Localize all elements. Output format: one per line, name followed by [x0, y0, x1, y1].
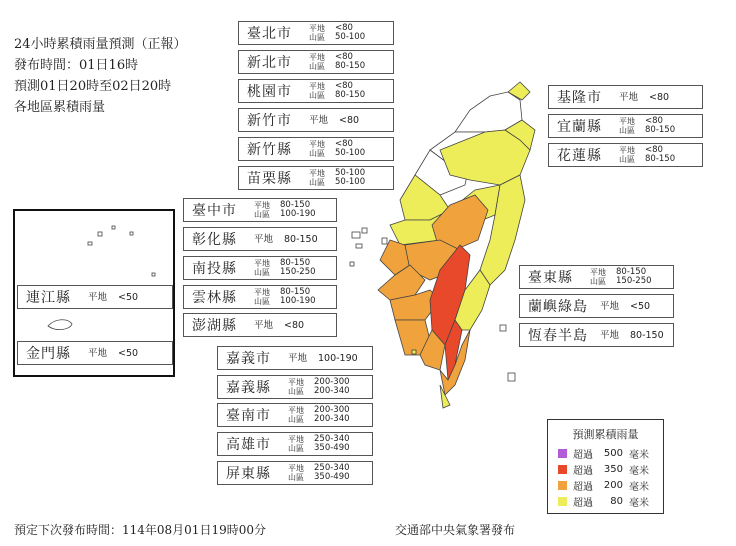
legend-item-500: 超過 500 毫米 [548, 445, 663, 461]
plain-value: 80-150 [630, 329, 664, 341]
plain-value: <80 [335, 81, 353, 91]
legend-item-200: 超過 200 毫米 [548, 477, 663, 493]
region-name: 嘉義縣 [226, 380, 271, 396]
plain-value: 200-300 [314, 377, 350, 387]
region-pingtung: 屏東縣 平地 250-340 山區 350-490 [217, 461, 373, 485]
region-keelung: 基隆市 平地 <80 [548, 85, 703, 109]
region-chiayi-county: 嘉義縣 平地 200-300 山區 200-340 [217, 375, 373, 399]
region-penghu: 澎湖縣 平地 <80 [183, 313, 337, 337]
region-name: 高雄市 [226, 437, 271, 453]
mountain-value: 80-150 [645, 125, 676, 135]
region-lanyu-greenisland: 蘭嶼綠島 平地 <50 [519, 294, 674, 318]
mountain-value: 150-250 [616, 276, 652, 286]
mountain-value: 350-490 [314, 443, 350, 453]
issue-time: 發布時間：01日16時 [14, 58, 139, 73]
region-nantou: 南投縣 平地 80-150 山區 150-250 [183, 256, 337, 280]
region-tainan: 臺南市 平地 200-300 山區 200-340 [217, 403, 373, 427]
legend-item-350: 超過 350 毫米 [548, 461, 663, 477]
plain-value: 80-150 [280, 287, 311, 297]
plain-value: 100-190 [318, 352, 358, 364]
region-hualien: 花蓮縣 平地 <80 山區 80-150 [548, 143, 703, 167]
region-name: 花蓮縣 [557, 148, 602, 164]
region-name: 恆春半島 [528, 328, 588, 344]
plain-value: 80-150 [616, 267, 647, 277]
region-changhua: 彰化縣 平地 80-150 [183, 227, 337, 251]
region-name: 臺東縣 [528, 270, 573, 286]
legend-swatch-red [558, 465, 567, 474]
map-liuqiu-island [412, 350, 416, 354]
region-lienchiang: 連江縣 平地 <50 [17, 285, 173, 309]
region-name: 嘉義市 [226, 351, 271, 367]
plain-value: <80 [335, 139, 353, 149]
region-name: 彰化縣 [192, 232, 237, 248]
forecast-period: 預測01日20時至02日20時 [14, 79, 172, 94]
plain-value: 80-150 [284, 233, 318, 245]
plain-value: <80 [335, 23, 353, 33]
mountain-value: 50-100 [335, 177, 366, 187]
map-lanyu-island [508, 373, 515, 381]
region-name: 蘭嶼綠島 [528, 299, 588, 315]
mountain-value: 350-490 [314, 472, 350, 482]
region-name: 基隆市 [557, 90, 602, 106]
plain-value: <80 [335, 52, 353, 62]
region-chiayi-city: 嘉義市 平地 100-190 [217, 346, 373, 370]
region-yunlin: 雲林縣 平地 80-150 山區 100-190 [183, 285, 337, 309]
region-kaohsiung: 高雄市 平地 250-340 山區 350-490 [217, 432, 373, 456]
mountain-value: 200-340 [314, 386, 350, 396]
mountain-value: 100-190 [280, 209, 316, 219]
region-newtaipei: 新北市 平地 <80 山區 80-150 [238, 50, 394, 74]
region-yilan: 宜蘭縣 平地 <80 山區 80-150 [548, 114, 703, 138]
region-hengchun: 恆春半島 平地 80-150 [519, 323, 674, 347]
plain-value: <80 [649, 91, 670, 103]
plain-value: <80 [284, 319, 305, 331]
region-name: 臺北市 [247, 26, 292, 42]
mountain-value: 80-150 [645, 154, 676, 164]
plain-value: 200-300 [314, 405, 350, 415]
plain-value: 80-150 [280, 258, 311, 268]
mountain-value: 200-340 [314, 414, 350, 424]
region-name: 臺南市 [226, 408, 271, 424]
forecast-title: 24小時累積雨量預測（正報） [14, 37, 187, 52]
region-name: 宜蘭縣 [557, 119, 602, 135]
subtitle: 各地區累積雨量 [14, 100, 106, 115]
region-taitung: 臺東縣 平地 80-150 山區 150-250 [519, 265, 674, 289]
region-name: 澎湖縣 [192, 318, 237, 334]
mountain-value: 80-150 [335, 90, 366, 100]
legend-swatch-purple [558, 449, 567, 458]
legend-swatch-orange [558, 481, 567, 490]
plain-value: <80 [645, 116, 663, 126]
region-hsinchu-county: 新竹縣 平地 <80 山區 50-100 [238, 137, 394, 161]
map-green-island [500, 325, 506, 331]
mountain-value: 80-150 [335, 61, 366, 71]
region-name: 雲林縣 [192, 290, 237, 306]
plain-value: 250-340 [314, 463, 350, 473]
region-hsinchu-city: 新竹市 平地 <80 [238, 108, 394, 132]
mountain-value: 100-190 [280, 296, 316, 306]
plain-value: <50 [118, 347, 139, 359]
region-name: 苗栗縣 [247, 171, 292, 187]
plain-value: <50 [118, 291, 139, 303]
region-name: 金門縣 [26, 346, 71, 362]
plain-value: 250-340 [314, 434, 350, 444]
region-kinmen: 金門縣 平地 <50 [17, 341, 173, 365]
legend-item-80: 超過 80 毫米 [548, 493, 663, 509]
region-taoyuan: 桃園市 平地 <80 山區 80-150 [238, 79, 394, 103]
region-name: 南投縣 [192, 261, 237, 277]
plain-value: <50 [630, 300, 651, 312]
plain-value: <80 [645, 145, 663, 155]
region-name: 桃園市 [247, 84, 292, 100]
mountain-value: 50-100 [335, 148, 366, 158]
region-name: 連江縣 [26, 290, 71, 306]
region-name: 臺中市 [192, 203, 237, 219]
region-name: 屏東縣 [226, 466, 271, 482]
mountain-value: 150-250 [280, 267, 316, 277]
region-name: 新北市 [247, 55, 292, 71]
region-miaoli: 苗栗縣 平地 50-100 山區 50-100 [238, 166, 394, 190]
region-name: 新竹縣 [247, 142, 292, 158]
rainfall-legend [547, 419, 664, 514]
region-taipei: 臺北市 平地 <80 山區 50-100 [238, 21, 394, 45]
region-name: 新竹市 [247, 113, 292, 129]
plain-value: <80 [339, 114, 360, 126]
next-release-time: 預定下次發布時間：114年08月01日19時00分 [14, 523, 266, 537]
publisher: 交通部中央氣象署發布 [395, 523, 516, 537]
legend-title: 預測累積雨量 [572, 428, 639, 441]
legend-swatch-yellow [558, 497, 567, 506]
mountain-value: 50-100 [335, 32, 366, 42]
plain-value: 80-150 [280, 200, 311, 210]
region-taichung: 臺中市 平地 80-150 山區 100-190 [183, 198, 337, 222]
plain-value: 50-100 [335, 168, 366, 178]
